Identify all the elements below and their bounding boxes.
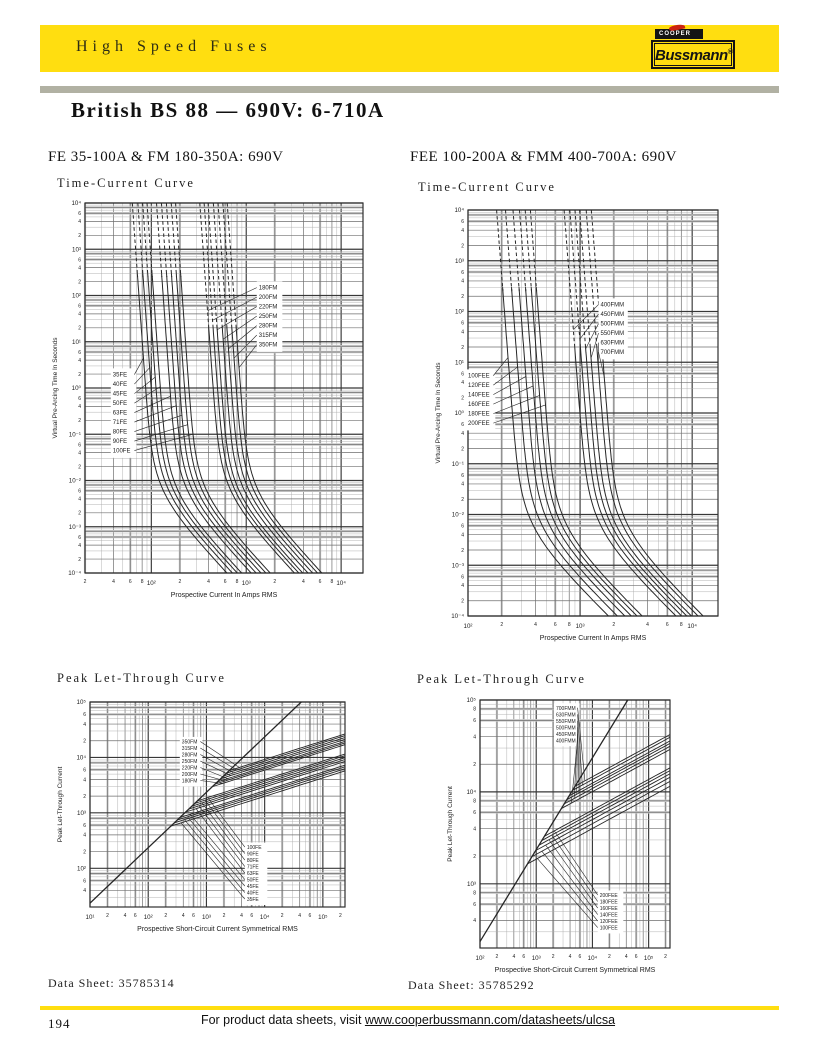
svg-text:10⁴: 10⁴ (587, 955, 598, 962)
svg-text:10³: 10³ (467, 880, 476, 888)
svg-text:10³: 10³ (575, 623, 585, 630)
svg-text:10⁴: 10⁴ (76, 754, 86, 762)
svg-text:10²: 10² (143, 914, 153, 921)
svg-text:100FE: 100FE (112, 448, 131, 455)
svg-text:550FMM: 550FMM (556, 718, 576, 725)
svg-text:4: 4 (207, 579, 210, 585)
left-section-heading: FE 35-100A & FM 180-350A: 690V (48, 149, 284, 165)
svg-text:Virtual Pre-Arcing Time In Sec: Virtual Pre-Arcing Time In Seconds (52, 337, 59, 439)
svg-text:4: 4 (473, 918, 476, 925)
svg-text:6: 6 (78, 303, 81, 310)
svg-text:6: 6 (318, 579, 322, 585)
svg-text:6: 6 (461, 269, 464, 276)
header-banner (40, 25, 779, 72)
svg-text:2: 2 (280, 913, 284, 919)
svg-text:100FE: 100FE (246, 845, 262, 852)
svg-text:6: 6 (192, 913, 195, 919)
svg-text:220FM: 220FM (181, 765, 198, 772)
svg-text:6: 6 (78, 257, 81, 264)
datasheets-link[interactable]: www.cooperbussmann.com/datasheets/ulcsa (364, 1013, 616, 1027)
svg-text:160FEE: 160FEE (599, 906, 618, 913)
svg-text:6: 6 (78, 488, 81, 495)
footer-rule (40, 1006, 779, 1010)
svg-text:45FE: 45FE (246, 884, 259, 891)
svg-text:63FE: 63FE (112, 410, 128, 417)
svg-text:90FE: 90FE (112, 439, 128, 446)
svg-text:10³: 10³ (77, 810, 86, 818)
svg-text:4: 4 (461, 227, 464, 234)
svg-text:Prospective Current In Amps RM: Prospective Current In Amps RMS (539, 635, 647, 642)
svg-text:2: 2 (461, 395, 464, 402)
svg-text:2: 2 (551, 954, 555, 960)
svg-text:280FM: 280FM (258, 323, 278, 330)
svg-text:6: 6 (83, 822, 86, 829)
svg-text:180FM: 180FM (258, 285, 278, 292)
svg-text:71FE: 71FE (246, 864, 259, 871)
svg-text:2: 2 (83, 738, 86, 745)
svg-text:Prospective Short-Circuit Curr: Prospective Short-Circuit Current Symmetrical RMS (137, 926, 298, 933)
svg-text:200FEE: 200FEE (468, 421, 490, 428)
svg-text:4: 4 (78, 450, 81, 457)
svg-text:35FE: 35FE (112, 372, 128, 379)
right-datasheet-number: Data Sheet: 35785292 (408, 978, 535, 992)
svg-text:10⁰: 10⁰ (454, 410, 464, 418)
svg-text:Peak Let-Through Current: Peak Let-Through Current (57, 766, 64, 843)
svg-text:10⁻⁴: 10⁻⁴ (68, 570, 81, 578)
svg-text:120FEE: 120FEE (599, 919, 618, 926)
svg-text:10⁻⁴: 10⁻⁴ (451, 613, 464, 621)
svg-text:2: 2 (83, 579, 87, 585)
svg-text:2: 2 (78, 279, 81, 286)
svg-text:6: 6 (473, 718, 476, 725)
svg-text:4: 4 (473, 826, 476, 833)
svg-text:315FM: 315FM (181, 746, 198, 752)
svg-text:120FEE: 120FEE (468, 383, 490, 390)
svg-text:700FMM: 700FMM (556, 705, 576, 712)
svg-text:10³: 10³ (531, 955, 541, 962)
svg-text:4: 4 (240, 913, 243, 919)
svg-text:140FEE: 140FEE (599, 912, 618, 919)
left-plt-chart-title: Peak Let-Through Curve (57, 671, 226, 685)
svg-text:71FE: 71FE (112, 420, 128, 427)
svg-text:10²: 10² (475, 955, 485, 962)
svg-text:180FEE: 180FEE (599, 899, 618, 906)
svg-text:140FEE: 140FEE (468, 392, 490, 399)
svg-text:4: 4 (83, 721, 86, 728)
svg-text:350FM: 350FM (258, 342, 278, 349)
svg-text:10³: 10³ (241, 580, 251, 587)
svg-text:4: 4 (461, 329, 464, 336)
svg-text:4: 4 (461, 532, 464, 539)
svg-text:8: 8 (140, 579, 144, 585)
svg-text:2: 2 (78, 233, 81, 240)
peak-let-through-chart-right (440, 688, 700, 1013)
svg-text:6: 6 (461, 219, 464, 226)
svg-text:10⁴: 10⁴ (454, 207, 464, 215)
svg-text:6: 6 (461, 472, 464, 479)
svg-text:6: 6 (522, 954, 526, 960)
svg-text:6: 6 (78, 349, 81, 356)
cooper-logo (655, 29, 703, 39)
svg-text:160FEE: 160FEE (468, 402, 490, 409)
svg-text:4: 4 (646, 622, 649, 628)
svg-text:6: 6 (461, 574, 464, 581)
svg-text:4: 4 (78, 404, 81, 411)
svg-text:40FE: 40FE (246, 890, 259, 897)
svg-text:2: 2 (461, 547, 464, 554)
svg-text:500FMM: 500FMM (600, 321, 625, 328)
svg-text:4: 4 (78, 357, 81, 364)
svg-text:450FMM: 450FMM (556, 731, 576, 738)
svg-text:6: 6 (78, 211, 81, 218)
svg-text:63FE: 63FE (246, 871, 259, 878)
svg-text:200FEE: 200FEE (599, 893, 618, 900)
svg-text:350FM: 350FM (181, 739, 198, 746)
svg-text:220FM: 220FM (258, 304, 278, 311)
svg-text:2: 2 (338, 913, 342, 919)
svg-text:6: 6 (461, 422, 464, 429)
svg-text:280FM: 280FM (181, 752, 198, 759)
svg-text:2: 2 (461, 294, 464, 301)
svg-text:10⁴: 10⁴ (336, 580, 346, 587)
time-current-chart-left (45, 193, 375, 623)
svg-text:6: 6 (461, 371, 464, 378)
svg-text:10⁴: 10⁴ (259, 914, 270, 921)
svg-text:400FMM: 400FMM (556, 738, 576, 745)
svg-text:50FE: 50FE (246, 877, 259, 884)
svg-text:6: 6 (473, 810, 476, 817)
cooper-label: COOPER (659, 31, 692, 37)
svg-text:6: 6 (78, 442, 81, 449)
svg-text:4: 4 (461, 583, 464, 590)
svg-text:8: 8 (473, 706, 476, 713)
svg-text:2: 2 (78, 464, 81, 471)
svg-text:10⁻³: 10⁻³ (451, 562, 464, 570)
svg-text:4: 4 (112, 579, 115, 585)
svg-text:Peak Let-Through Current: Peak Let-Through Current (447, 786, 454, 862)
svg-text:10⁵: 10⁵ (643, 955, 654, 962)
svg-text:250FM: 250FM (181, 759, 198, 765)
svg-text:4: 4 (461, 278, 464, 285)
svg-text:4: 4 (512, 954, 516, 960)
svg-text:2: 2 (461, 344, 464, 351)
svg-text:700FMM: 700FMM (600, 350, 625, 357)
svg-text:100FEE: 100FEE (468, 373, 490, 380)
svg-text:6: 6 (83, 712, 86, 719)
svg-text:2: 2 (461, 446, 464, 453)
page-title: British BS 88 — 690V: 6-710A (71, 98, 385, 122)
svg-text:2: 2 (222, 913, 226, 919)
svg-text:10⁻²: 10⁻² (451, 511, 464, 519)
svg-text:2: 2 (273, 579, 277, 585)
svg-text:2: 2 (461, 243, 464, 250)
svg-text:6: 6 (78, 396, 81, 403)
svg-text:4: 4 (568, 954, 572, 960)
svg-text:Virtual Pre-Arcing Time In Sec: Virtual Pre-Arcing Time In Seconds (435, 362, 442, 464)
svg-text:4: 4 (123, 913, 127, 919)
svg-text:4: 4 (83, 777, 86, 784)
left-tc-chart-title: Time-Current Curve (57, 176, 195, 190)
svg-text:6: 6 (78, 534, 81, 541)
svg-text:6: 6 (461, 523, 464, 530)
page-number: 194 (48, 1016, 71, 1031)
svg-text:6: 6 (83, 878, 86, 885)
svg-text:2: 2 (473, 762, 476, 769)
peak-let-through-chart-left (55, 690, 375, 975)
svg-text:100FEE: 100FEE (599, 925, 618, 932)
left-datasheet-number: Data Sheet: 35785314 (48, 976, 175, 990)
svg-text:10¹: 10¹ (72, 338, 81, 346)
svg-text:4: 4 (461, 380, 464, 387)
svg-text:10³: 10³ (201, 914, 211, 921)
svg-text:10⁴: 10⁴ (466, 789, 476, 797)
svg-text:80FE: 80FE (246, 858, 259, 865)
svg-text:10²: 10² (455, 308, 464, 316)
svg-text:10⁰: 10⁰ (71, 385, 81, 393)
svg-text:10²: 10² (72, 292, 81, 300)
svg-text:550FMM: 550FMM (600, 331, 625, 338)
svg-text:4: 4 (83, 832, 86, 839)
svg-text:250FM: 250FM (258, 314, 278, 321)
svg-text:10⁵: 10⁵ (466, 697, 476, 705)
svg-text:6: 6 (473, 901, 476, 908)
svg-text:6: 6 (553, 622, 557, 628)
svg-text:Prospective Current In Amps RM: Prospective Current In Amps RMS (170, 592, 278, 599)
svg-text:8: 8 (679, 622, 683, 628)
svg-text:180FM: 180FM (181, 778, 198, 785)
svg-text:6: 6 (634, 954, 638, 960)
svg-text:2: 2 (106, 913, 109, 919)
svg-text:6: 6 (133, 913, 137, 919)
svg-text:4: 4 (461, 481, 464, 488)
bussmann-logo (651, 29, 743, 69)
bussmann-label: Bussmann (655, 47, 728, 64)
svg-text:10²: 10² (463, 623, 473, 630)
svg-text:8: 8 (235, 579, 239, 585)
svg-text:2: 2 (78, 325, 81, 332)
svg-text:2: 2 (473, 853, 476, 860)
svg-text:80FE: 80FE (112, 429, 128, 436)
svg-text:4: 4 (301, 579, 305, 585)
svg-text:4: 4 (78, 265, 81, 272)
svg-text:400FMM: 400FMM (600, 302, 625, 309)
svg-text:6: 6 (308, 913, 312, 919)
svg-text:2: 2 (78, 371, 81, 378)
svg-text:40FE: 40FE (112, 382, 128, 389)
svg-text:6: 6 (128, 579, 132, 585)
svg-text:2: 2 (83, 849, 86, 856)
svg-text:4: 4 (298, 913, 302, 919)
svg-text:4: 4 (78, 496, 81, 503)
svg-text:10⁻¹: 10⁻¹ (68, 431, 81, 439)
svg-text:630FMM: 630FMM (556, 712, 576, 719)
svg-text:10⁻³: 10⁻³ (68, 523, 81, 531)
svg-text:180FEE: 180FEE (468, 411, 490, 418)
footer-note (158, 1013, 658, 1027)
svg-text:2: 2 (495, 954, 499, 960)
svg-text:8: 8 (330, 579, 334, 585)
svg-text:4: 4 (78, 311, 81, 318)
svg-text:450FMM: 450FMM (600, 312, 625, 319)
svg-text:8: 8 (473, 890, 476, 897)
svg-text:315FM: 315FM (258, 333, 278, 340)
svg-text:4: 4 (473, 734, 476, 741)
svg-text:8: 8 (567, 622, 571, 628)
svg-text:6: 6 (223, 579, 227, 585)
svg-text:10⁵: 10⁵ (318, 914, 328, 921)
svg-text:8: 8 (473, 798, 476, 805)
banner-title: High Speed Fuses (76, 38, 272, 55)
svg-text:4: 4 (83, 888, 86, 895)
svg-text:35FE: 35FE (246, 897, 259, 904)
svg-text:2: 2 (612, 622, 616, 628)
svg-text:10¹: 10¹ (455, 359, 464, 367)
svg-text:2: 2 (178, 579, 182, 585)
svg-text:10⁻²: 10⁻² (68, 477, 81, 485)
svg-text:4: 4 (78, 219, 81, 226)
svg-text:90FE: 90FE (246, 851, 259, 858)
svg-text:2: 2 (461, 497, 464, 504)
svg-text:2: 2 (607, 954, 611, 960)
svg-text:2: 2 (164, 913, 168, 919)
svg-text:500FMM: 500FMM (556, 725, 576, 732)
svg-text:6: 6 (665, 622, 669, 628)
svg-text:200FM: 200FM (181, 772, 198, 778)
svg-text:4: 4 (461, 430, 464, 437)
svg-text:2: 2 (78, 556, 81, 563)
svg-text:10²: 10² (77, 865, 86, 873)
svg-text:10³: 10³ (72, 246, 81, 254)
svg-text:10⁻¹: 10⁻¹ (451, 460, 464, 468)
svg-text:45FE: 45FE (112, 391, 128, 398)
svg-text:2: 2 (78, 418, 81, 425)
svg-text:10³: 10³ (455, 257, 464, 265)
svg-text:2: 2 (83, 793, 86, 800)
svg-text:2: 2 (78, 510, 81, 517)
svg-text:630FMM: 630FMM (600, 340, 625, 347)
svg-text:2: 2 (461, 598, 464, 605)
svg-text:4: 4 (624, 954, 628, 960)
svg-text:10²: 10² (146, 580, 156, 587)
svg-text:10¹: 10¹ (85, 914, 95, 921)
time-current-chart-right (420, 198, 735, 673)
divider-rule (40, 86, 779, 93)
svg-text:6: 6 (250, 913, 254, 919)
footer-note-text: For product data sheets, visit (200, 1013, 365, 1027)
svg-text:200FM: 200FM (258, 295, 278, 302)
svg-text:Prospective Short-Circuit Curr: Prospective Short-Circuit Current Symmetrical RMS (494, 967, 656, 974)
svg-text:4: 4 (534, 622, 537, 628)
right-plt-chart-title: Peak Let-Through Curve (417, 672, 586, 686)
bussmann-wordmark (651, 40, 735, 69)
right-tc-chart-title: Time-Current Curve (418, 180, 556, 194)
svg-text:2: 2 (664, 954, 667, 960)
svg-text:6: 6 (461, 320, 464, 327)
svg-text:50FE: 50FE (112, 401, 128, 408)
right-section-heading: FEE 100-200A & FMM 400-700A: 690V (410, 149, 677, 165)
svg-text:10⁴: 10⁴ (687, 623, 697, 630)
svg-text:2: 2 (500, 622, 504, 628)
svg-text:10⁵: 10⁵ (76, 699, 86, 707)
svg-text:4: 4 (181, 913, 185, 919)
svg-text:6: 6 (578, 954, 582, 960)
svg-text:6: 6 (83, 767, 86, 774)
registered-mark: ® (727, 49, 733, 56)
svg-text:4: 4 (78, 542, 81, 549)
svg-text:10⁴: 10⁴ (71, 200, 81, 208)
